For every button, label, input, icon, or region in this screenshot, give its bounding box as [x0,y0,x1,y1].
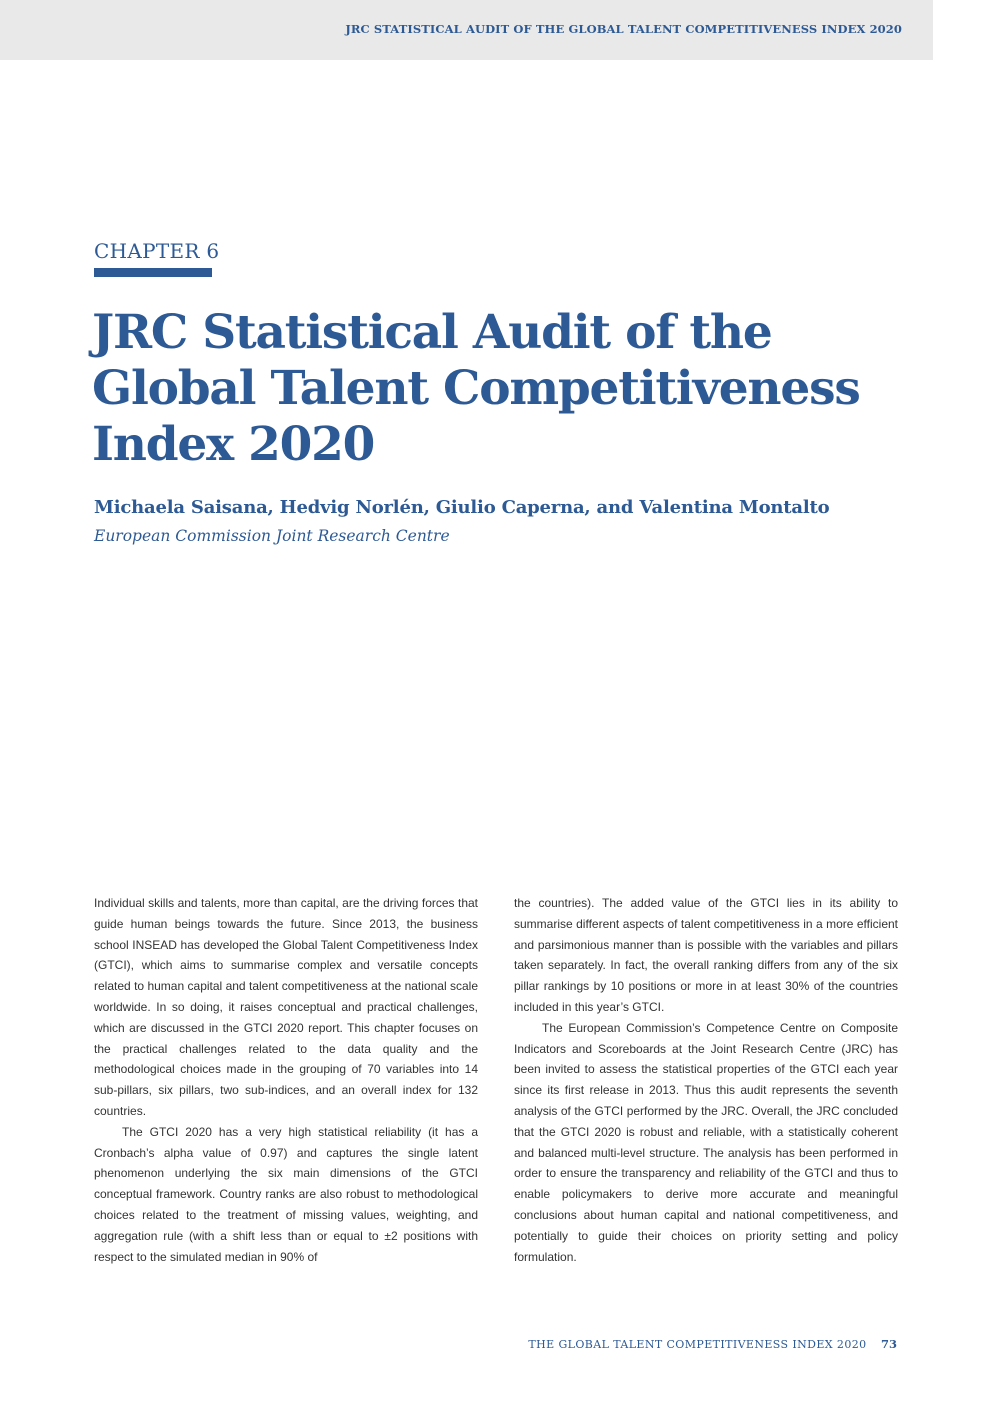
chapter-title [92,305,912,473]
running-header-title: JRC STATISTICAL AUDIT OF THE GLOBAL TALENT COMPETITIVENESS INDEX 2020 [345,22,902,36]
chapter-title-line: JRC Statistical Audit of the [92,305,772,360]
page-number: 73 [880,1337,897,1351]
body-paragraph: The European Commission’s Competence Centre on Composite Indicators and Scoreboards at the Joint Research Centre (JRC) has been invited to assess the statistical properties of the GTCI each year since its first release in 2013. Thus this audit represents the seventh analysis of the GTCI performed by the JRC. Overall, the JRC concluded that the GTCI 2020 is robust and reliable, with a statistically coherent and balanced multi-level structure. The analysis has been performed in order to ensure the transparency and reliability of the GTCI and thus to enable policymakers to derive more accurate and meaningful conclusions about human capital and national competitiveness, and potentially to guide their choices on priority setting and policy formulation. [514,1020,898,1264]
footer-publication-title: THE GLOBAL TALENT COMPETITIVENESS INDEX 2020 [528,1338,867,1351]
authors: Michaela Saisana, Hedvig Norlén, Giulio Caperna, and Valentina Montalto [94,497,830,518]
body-paragraph: the countries). The added value of the GTCI lies in its ability to summarise different aspects of talent competitiveness in a more efficient and parsimonious manner than is possible with the variables and pillars taken separately. In fact, the overall ranking differs from any of the six pillar rankings by 10 positions or more in at least 30% of the countries included in this year’s GTCI. [514,896,898,1014]
running-header [0,0,933,60]
chapter-title-line: Index 2020 [92,417,375,472]
chapter-title-line: Global Talent Competitiveness [92,361,860,416]
chapter-label: CHAPTER 6 [94,239,220,263]
affiliation: European Commission Joint Research Centre [94,527,450,545]
chapter-underline [94,268,212,277]
body-paragraph: The GTCI 2020 has a very high statistical reliability (it has a Cronbach’s alpha value of 0.97) and captures the single latent phenomenon underlying the six main dimensions of the GTCI conceptual framework. Country ranks are also robust to methodological choices related to the treatment of missing values, weighting, and aggregation rule (with a shift less than or equal to ±2 positions with respect to the simulated median in 90% of [94,1124,478,1264]
body-column-right [514,893,898,1267]
body-column-left [94,893,478,1267]
body-paragraph: Individual skills and talents, more than capital, are the driving forces that guide human beings towards the future. Since 2013, the business school INSEAD has developed the Global Talent Competitiveness Index (GTCI), which aims to summarise complex and versatile concepts related to human capital and talent competitiveness at the national scale worldwide. In so doing, it raises conceptual and practical challenges, which are discussed in the GTCI 2020 report. This chapter focuses on the practical challenges related to the data quality and the methodological choices made in the grouping of 70 variables into 14 sub-pillars, six pillars, two sub-indices, and an overall index for 132 countries. [94,896,478,1118]
page-footer [528,1335,897,1353]
